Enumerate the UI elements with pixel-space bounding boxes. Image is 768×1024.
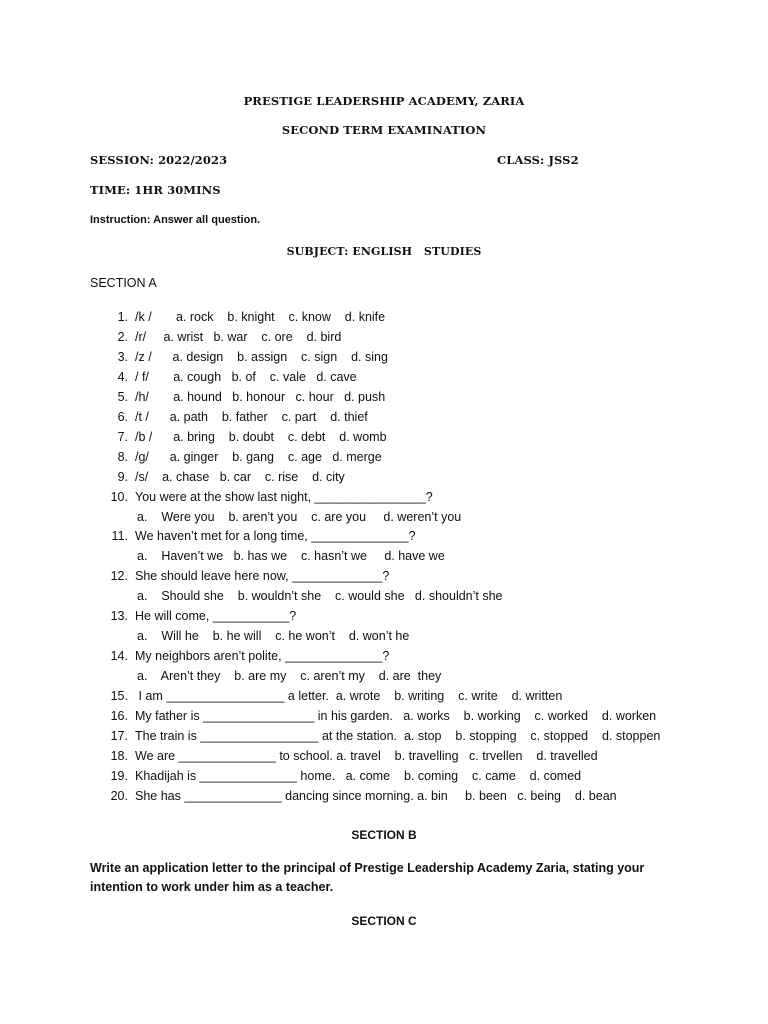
question-row: [0, 427, 768, 447]
question-number: 13.: [110, 609, 128, 624]
question-row: [0, 407, 768, 427]
answer-options: a. Should she b. wouldn’t she c. would she d. shouldn’t she: [137, 589, 503, 604]
question-row: [0, 307, 768, 327]
question-number: 7.: [117, 429, 128, 444]
question-row: [0, 566, 768, 586]
answer-options: a. Aren’t they b. are my c. aren’t my d. are they: [137, 669, 442, 684]
question-row: [0, 686, 768, 706]
question-row: [0, 387, 768, 407]
answer-options: a. Will he b. he will c. he won’t d. won’t he: [137, 629, 410, 644]
question-row: [0, 487, 768, 507]
question-number: 3.: [117, 349, 128, 364]
section-b-title: SECTION B: [351, 828, 417, 842]
school-name: PRESTIGE LEADERSHIP ACADEMY, ZARIA: [243, 94, 525, 108]
section-b-instruction-line-2: intention to work under him as a teacher.: [90, 880, 334, 894]
question-number: 11.: [111, 529, 128, 544]
question-row: [0, 746, 768, 766]
question-number: 19.: [110, 768, 128, 783]
answer-options-row: [0, 507, 768, 527]
question-text: He will come, ___________?: [135, 609, 297, 624]
question-number: 8.: [117, 449, 128, 464]
question-number: 4.: [117, 369, 128, 384]
class-label: CLASS: JSS2: [497, 153, 579, 167]
section-b-instruction-line-1: Write an application letter to the principal of Prestige Leadership Academy Zaria, stating your: [90, 861, 645, 875]
question-number: 9.: [117, 469, 128, 484]
question-row: [0, 726, 768, 746]
answer-options-row: [0, 626, 768, 646]
question-text: /g/ a. ginger b. gang c. age d. merge: [135, 449, 382, 464]
question-number: 2.: [117, 329, 128, 344]
question-row: [0, 766, 768, 786]
answer-options: a. Haven’t we b. has we c. hasn’t we d. have we: [137, 549, 445, 564]
exam-title: SECOND TERM EXAMINATION: [281, 123, 487, 137]
question-row: [0, 367, 768, 387]
question-text: /z / a. design b. assign c. sign d. sing: [135, 349, 388, 364]
question-text: I am _________________ a letter. a. wrote b. writing c. write d. written: [135, 689, 563, 704]
question-text: My neighbors aren’t polite, ______________?: [135, 649, 390, 664]
subject-title: SUBJECT: ENGLISH STUDIES: [286, 245, 482, 258]
answer-options-row: [0, 586, 768, 606]
question-row: [0, 327, 768, 347]
question-row: [0, 347, 768, 367]
question-text: My father is ________________ in his garden. a. works b. working c. worked d. worken: [135, 709, 657, 723]
question-number: 5.: [117, 389, 128, 404]
section-c-title: SECTION C: [351, 914, 417, 928]
question-text: The train is _________________ at the station. a. stop b. stopping c. stopped d. stoppen: [135, 728, 661, 743]
question-number: 18.: [110, 748, 128, 763]
question-row: [0, 786, 768, 806]
question-text: We are ______________ to school. a. travel b. travelling c. trvellen d. travelled: [135, 748, 598, 763]
question-text: /b / a. bring b. doubt c. debt d. womb: [135, 429, 387, 444]
question-number: 1.: [117, 310, 128, 324]
question-number: 10.: [110, 489, 128, 504]
question-text: She should leave here now, _____________?: [135, 569, 390, 584]
instruction-text: Instruction: Answer all question.: [90, 214, 261, 226]
answer-options-row: [0, 546, 768, 566]
question-text: /r/ a. wrist b. war c. ore d. bird: [135, 329, 342, 344]
answer-options-row: [0, 666, 768, 686]
question-row: [0, 606, 768, 626]
question-number: 17.: [110, 728, 128, 743]
question-row: [0, 467, 768, 487]
question-row: [0, 646, 768, 666]
question-text: /s/ a. chase b. car c. rise d. city: [135, 469, 345, 484]
question-number: 20.: [110, 788, 128, 803]
question-text: We haven’t met for a long time, ______________?: [135, 529, 416, 544]
session-label: SESSION: 2022/2023: [90, 153, 228, 167]
section-a-title: SECTION A: [90, 276, 157, 290]
question-number: 15.: [110, 689, 128, 704]
question-number: 14.: [110, 649, 128, 664]
answer-options: a. Were you b. aren’t you c. are you d. weren’t you: [137, 509, 462, 524]
question-text: You were at the show last night, ________________?: [135, 489, 433, 504]
question-number: 16.: [110, 709, 128, 723]
question-text: /k / a. rock b. knight c. know d. knife: [135, 310, 386, 324]
time-label: TIME: 1HR 30MINS: [90, 183, 221, 197]
question-row: [0, 706, 768, 726]
question-text: / f/ a. cough b. of c. vale d. cave: [135, 369, 357, 384]
question-row: [0, 526, 768, 546]
question-text: She has ______________ dancing since morning. a. bin b. been c. being d. bean: [135, 788, 617, 803]
question-row: [0, 447, 768, 467]
question-text: Khadijah is ______________ home. a. come b. coming c. came d. comed: [135, 768, 582, 783]
question-number: 6.: [117, 409, 128, 424]
question-text: /h/ a. hound b. honour c. hour d. push: [135, 389, 386, 404]
question-number: 12.: [110, 569, 128, 584]
question-text: /t / a. path b. father c. part d. thief: [135, 409, 368, 424]
